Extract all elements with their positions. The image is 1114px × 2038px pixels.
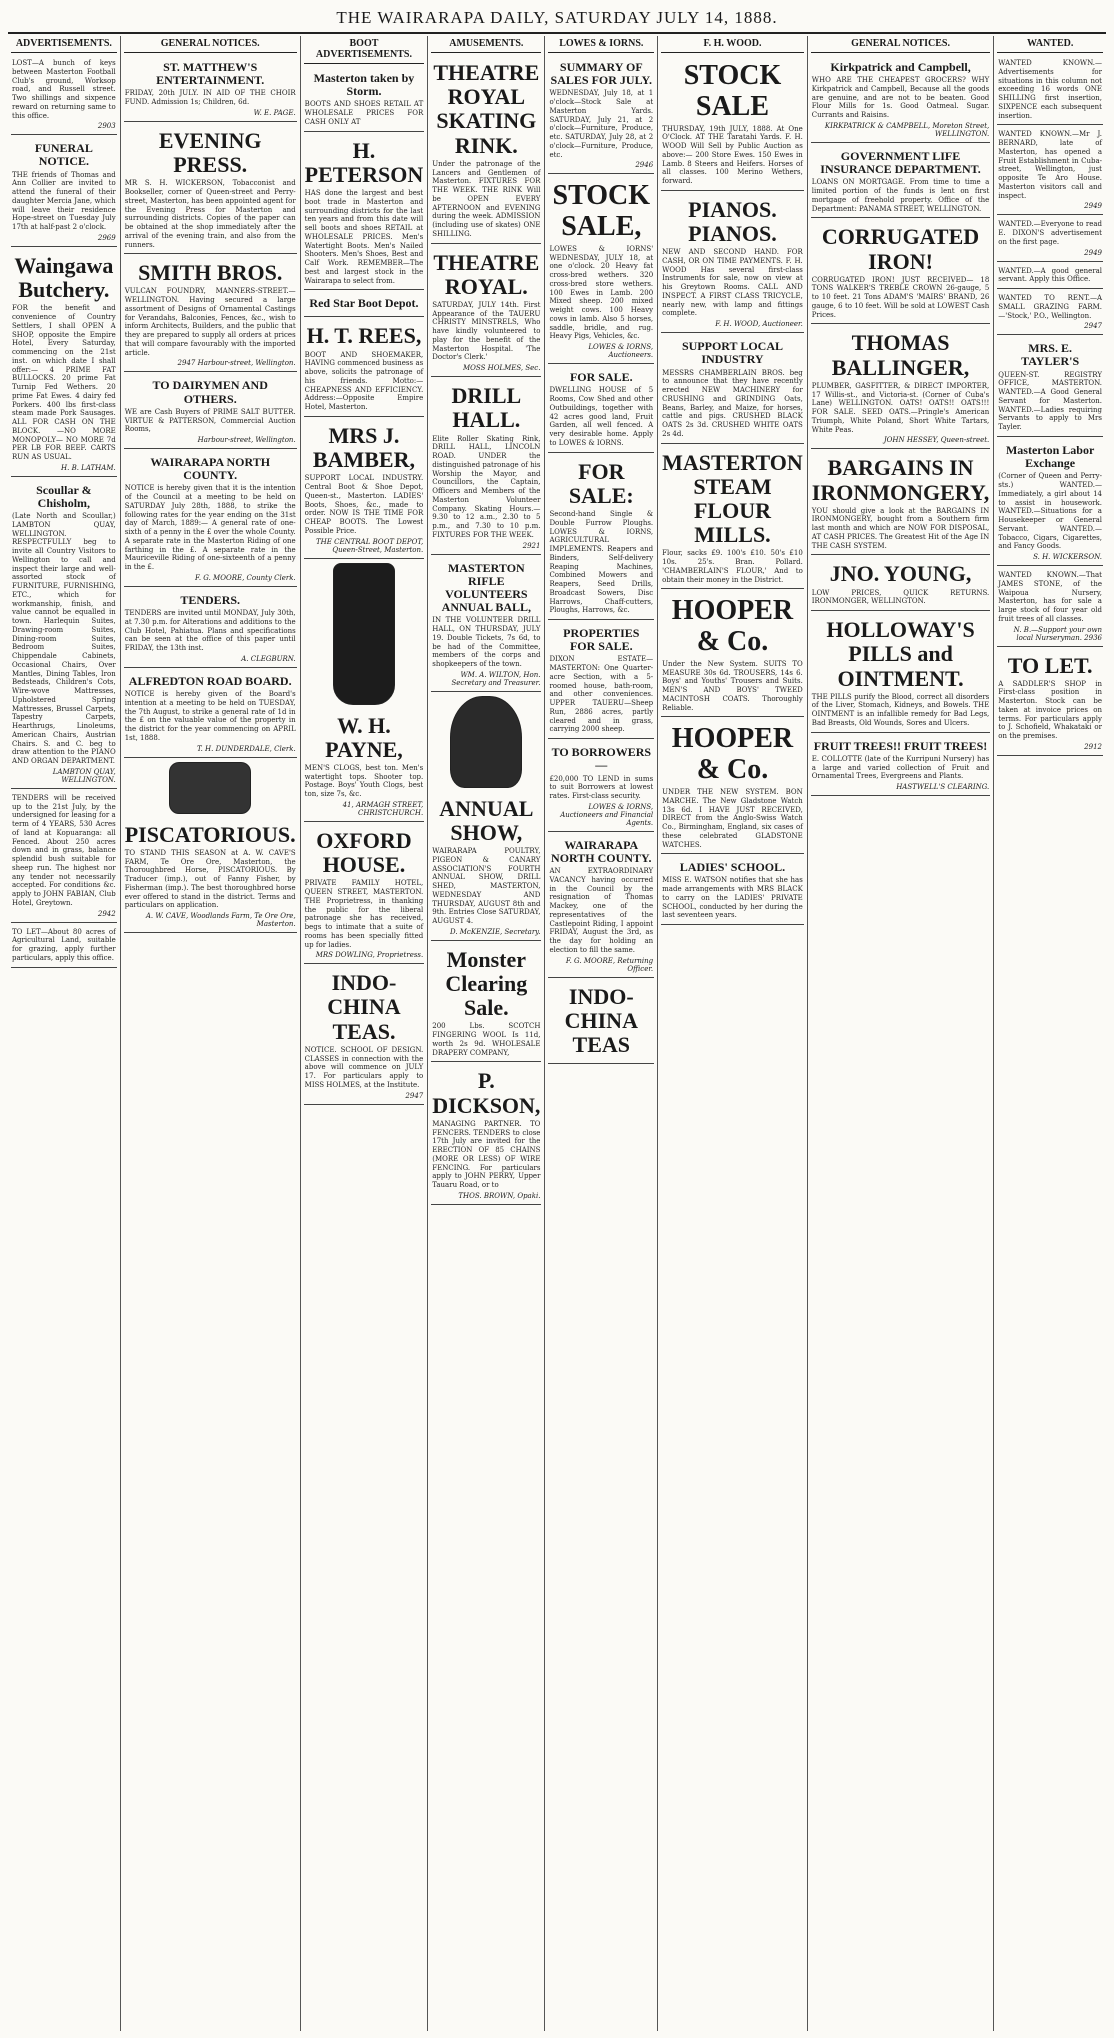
column-7 <box>808 36 994 2031</box>
ad-title: TO LET. <box>1007 652 1093 678</box>
column-8 <box>994 36 1106 2031</box>
advertisement <box>548 455 654 620</box>
advertisement <box>997 56 1103 125</box>
ad-body: MEN'S CLOGS, best ton. Men's watertight tops. Shooter top. Postage. Boys' Youth Clogs, best ton, size 7s, &c. <box>304 763 424 799</box>
ad-body: LOANS ON MORTGAGE. From time to time a limited portion of the funds is lent on first mortgage of freehold property. Office of the Department: PANAMA STREET, WELLINGTON. <box>811 178 990 213</box>
ad-body: IN THE VOLUNTEER DRILL HALL, ON THURSDAY, JULY 19. Double Tickets, 7s 6d, to be had of the Committee, members of the corps and shopkeepers of the town. <box>432 616 541 668</box>
advertisement <box>997 217 1103 261</box>
ad-signature: 2903 <box>97 122 116 131</box>
advertisement <box>997 264 1103 290</box>
ad-body: CORRUGATED IRON! JUST RECEIVED— 18 TONS WALKER'S TREBLE CROWN 26-gauge, 5 to 10 feet. 21 Tons ADAM'S 'MAIRS' BRAND, 26 gauge, 6 to 10 feet. Will be sold at LOWEST Cash Prices. <box>811 275 990 319</box>
advertisement <box>431 792 541 941</box>
advertisement <box>11 137 117 247</box>
ad-title: MRS. E. TAYLER'S <box>1021 341 1080 369</box>
ad-title: SUPPORT LOCAL INDUSTRY <box>681 339 783 367</box>
ad-body: MANAGING PARTNER. TO FENCERS. TENDERS to close 17th July are invited for the ERECTION OF 85 CHAINS (MORE OR LESS) OF WIRE FENCING. For particulars apply to JOHN PERRY, Upper Tauaru Road, or to <box>432 1119 541 1190</box>
ad-signature: 2942 <box>97 909 116 918</box>
ad-signature: A. W. CAVE, Woodlands Farm, Te Ore Ore, Masterton. <box>145 912 296 928</box>
column-heading: F. H. WOOD. <box>661 36 804 53</box>
ad-title: WAIRARAPA NORTH COUNTY. <box>551 837 652 865</box>
advertisement <box>304 292 425 317</box>
ad-body: SATURDAY, JULY 14th. First Appearance of the TAUERU CHRISTY MINSTRELS, Who have kindly volunteered to play for the benefit of the Masterton Hospital. 'The Doctor's Clerk.' <box>432 300 541 362</box>
ad-body: DWELLING HOUSE of 5 Rooms, Cow Shed and other Outbuildings, together with 42 acres good land, Fruit Garden, all well fenced. A very desirable home. Apply to LOWES & IORNS. <box>549 386 654 447</box>
ad-signature: S. H. WICKERSON. <box>1033 553 1102 561</box>
advertisement <box>661 856 804 925</box>
ad-signature: 2947 <box>405 1091 424 1100</box>
column-6 <box>658 36 808 2031</box>
ad-signature: THE CENTRAL BOOT DEPOT, Queen-Street, Masterton. <box>316 537 424 554</box>
ad-title: FOR SALE. <box>569 370 633 385</box>
ad-title: FOR SALE: <box>568 458 634 508</box>
ad-title: STOCK SALE <box>683 60 782 122</box>
ad-title: INDO-CHINA TEAS. <box>327 970 401 1044</box>
advertisement <box>548 980 654 1065</box>
advertisement <box>661 193 804 333</box>
newspaper-title: THE WAIRARAPA DAILY, SATURDAY JULY 14, 1888. <box>336 8 778 27</box>
ad-signature: 2969 <box>97 233 116 242</box>
ad-title: P. DICKSON, <box>432 1068 541 1118</box>
ad-body: 200 Lbs. SCOTCH FINGERING WOOL Is 11d, worth 2s 9d. WHOLESALE DRAPERY COMPANY, <box>432 1022 541 1057</box>
advertisement <box>661 446 804 590</box>
ad-body: TENDERS will be received up to the 21st July, by the undersigned for leasing for a term of 4 YEARS, 530 Acres of land at Kopuaranga: all Fenced. About 250 acres down and in grass, balance splendid bush suitable for sheep run. The highest nor any tender not necessarily accepted. For conditions &c. apply to JOHN FABIAN, Club Hotel, Greytown. <box>12 793 116 907</box>
column-heading: GENERAL NOTICES. <box>124 36 297 53</box>
ad-body: TO LET—About 80 acres of Agricultural Land, suitable for grazing, apply further particulars, apply this office. <box>12 927 116 962</box>
ad-title: H. PETERSON <box>304 137 424 187</box>
advertisement <box>997 649 1103 756</box>
advertisement <box>124 374 297 449</box>
advertisement <box>304 67 425 132</box>
column-heading: BOOT ADVERTISEMENTS. <box>304 36 425 64</box>
column-heading: ADVERTISEMENTS. <box>11 36 117 53</box>
advertisement <box>304 709 425 822</box>
ad-title: WAIRARAPA NORTH COUNTY. <box>150 455 271 483</box>
ad-signature: JOHN HESSEY, Queen-street. <box>883 436 990 445</box>
ad-body: NEW AND SECOND HAND. FOR CASH, OR ON TIME PAYMENTS. F. H. WOOD Has several first-class Instruments for sale, now on view at his Greytown Rooms. CALL AND INSPECT. A FIRST CLASS TRICYCLE, nearly new, with lamp and fittings complete. <box>662 248 803 318</box>
ad-signature: F. H. WOOD, Auctioneer. <box>715 320 803 329</box>
columns-container <box>8 36 1106 2031</box>
ad-body: WAIRARAPA POULTRY, PIGEON & CANARY ASSOCIATION'S FOURTH ANNUAL SHOW, DRILL SHED, MASTERTON, WEDNESDAY AND THURSDAY, AUGUST 8th and 9th. Entries Close SATURDAY, AUGUST 4. <box>432 847 541 926</box>
advertisement <box>11 479 117 789</box>
advertisement <box>997 337 1103 437</box>
ad-body: LOST—A bunch of keys between Masterton Football Club's ground, Worksop road, and Russell street. Two shillings and sixpence reward on returning same to this office. <box>12 59 116 120</box>
advertisement <box>997 568 1103 647</box>
ad-signature: 2947 <box>1084 322 1102 331</box>
ad-title: PISCATORIOUS. <box>124 821 296 847</box>
ad-body: WHO ARE THE CHEAPEST GROCERS? WHY Kirkpatrick and Campbell, Because all the goods are genuine, and are not to be beaten. Good Flour Mills for 1s. Good Oatmeal. Sugar. Currants and Raisins. <box>811 76 990 120</box>
ad-title: TENDERS. <box>180 592 241 607</box>
ad-title: TO DAIRYMEN AND OTHERS. <box>152 378 268 406</box>
ad-body: PLUMBER, GASFITTER, & DIRECT IMPORTER, 17 Willis-st., and Victoria-st. (Corner of Cuba's Lane) WELLINGTON. OATS! OATS!! OATS!!! FOR SALE. SEED OATS.—Pringle's American Triumph, White Poland, Short White Tartars, White Peas. <box>811 381 990 434</box>
ad-body: (Corner of Queen and Perry-sts.) WANTED.—Immediately, a girl about 14 to assist in housework. WANTED.—Situations for a Housekeeper or General Servant. WANTED.—Tobacco, Cigars, Cigarettes, and Fancy Goods. <box>998 472 1102 551</box>
ad-signature: THOS. BROWN, Opaki. <box>458 1191 541 1200</box>
ad-body: NOTICE. SCHOOL OF DESIGN. CLASSES in connection with the above will commence on JULY 17. For particulars apply to MISS HOLMES, at the Institute. <box>304 1045 424 1089</box>
ad-signature: LAMBTON QUAY, WELLINGTON. <box>52 767 116 784</box>
advertisement <box>548 622 654 739</box>
ad-title: ST. MATTHEW'S ENTERTAINMENT. <box>156 60 265 88</box>
column-heading: AMUSEMENTS. <box>431 36 541 53</box>
ad-signature: T. H. DUNDERDALE, Clerk. <box>196 744 296 753</box>
advertisement <box>548 366 654 452</box>
ad-signature: KIRKPATRICK & CAMPBELL, Moreton Street, WELLINGTON. <box>824 121 990 138</box>
advertisement <box>304 966 425 1104</box>
ad-signature: Harbour-street, Wellington. <box>197 436 296 445</box>
ad-body: QUEEN-ST. REGISTRY OFFICE, MASTERTON. WANTED.—A Good General Servant for Masterton. WANTED.—Ladies requiring Servants to apply to Mrs Tayler. <box>998 370 1102 432</box>
ad-title: Masterton Labor Exchange <box>1005 442 1095 471</box>
ad-title: Masterton taken by Storm. <box>313 71 415 99</box>
ad-body: NOTICE is hereby given of the Board's intention at a meeting to be held on TUESDAY, the 7th August, to strike a general rate of 1d in the £ on the valuable value of the property in the district for the year commencing on APRIL 1st, 1888. <box>124 690 296 742</box>
ad-body: WANTED KNOWN.—That JAMES STONE, of the Waipoua Nursery, Masterton, has for sale a large stock of four year old fruit trees of all classes. <box>998 571 1102 623</box>
column-heading: WANTED. <box>997 36 1103 53</box>
advertisement <box>997 291 1103 335</box>
advertisement <box>811 451 990 555</box>
ad-body: AN EXTRAORDINARY VACANCY having occurred in the Council by the resignation of Thomas Mackey, one of the representatives of the Castlepoint Riding, I appoint FRIDAY, August the 3rd, as the day for holding an election to fill the same. <box>549 867 654 954</box>
advertisement <box>431 943 541 1063</box>
advertisement <box>11 925 117 968</box>
ad-title: CORRUGATED IRON! <box>821 224 980 274</box>
ad-body: THE PILLS purify the Blood, correct all disorders of the Liver, Stomach, Kidneys, and Bowels. THE OINTMENT is an infallible remedy for Bad Legs, Bad Breasts, Old Wounds, Sores and Ulcers. <box>811 692 990 727</box>
rooster-illustration <box>450 696 522 788</box>
ad-title: EVENING PRESS. <box>158 127 262 178</box>
ad-body: TENDERS are invited until MONDAY, July 30th, at 7.30 p.m. for Alterations and additions to the Club Hotel, Pahiatua. Plans and specifications can be seen at the office of this paper until FRIDAY, the 13th inst. <box>124 609 296 653</box>
advertisement <box>811 613 990 733</box>
advertisement <box>124 451 297 587</box>
ad-title: ALFREDTON ROAD BOARD. <box>128 673 292 688</box>
ad-body: A SADDLER'S SHOP in First-class position in Masterton. Stock can be taken at invoice prices on terms. For particulars apply to J. Schofield, Whakataki or on the premises. <box>998 679 1102 741</box>
advertisement <box>661 719 804 854</box>
ad-title: BARGAINS IN IRONMONGERY, <box>811 455 990 505</box>
advertisement <box>811 326 990 449</box>
ad-body: VULCAN FOUNDRY, MANNERS-STREET.—WELLINGTON. Having secured a large assortment of Designs of Ornamental Castings for Verandahs, Balconies, Fences, &c., wish to inform Architects, Builders, and the public that they are prepared to supply all orders at prices that will compare favourably with the imported article. <box>124 287 296 357</box>
advertisement <box>124 670 297 758</box>
column-5 <box>545 36 658 2031</box>
advertisement <box>661 335 804 443</box>
advertisement <box>124 56 297 122</box>
ad-title: THOMAS BALLINGER, <box>831 330 970 380</box>
ad-body: WE are Cash Buyers of PRIME SALT BUTTER. VIRTUE & PATTERSON, Commercial Auction Rooms, <box>124 407 296 434</box>
ad-title: LADIES' SCHOOL. <box>679 860 786 875</box>
advertisement <box>11 249 117 477</box>
ad-body: MESSRS CHAMBERLAIN BROS. beg to announce that they have recently erected NEW MACHINERY for CRUSHING and GRINDING Oats, Beans, Barley, and Maize, for horses, cattle and pigs. CRUSHED BLACK OATS 2s 3d. CRUSHED WHITE OATS 2s 4d. <box>662 368 803 438</box>
advertisement <box>11 56 117 135</box>
advertisement <box>548 56 654 174</box>
ad-title: MASTERTON STEAM FLOUR MILLS. <box>662 449 803 548</box>
ad-body: Under the New System. SUITS TO MEASURE 30s 6d. TROUSERS, 14s 6. Boys' and Youths' Trousers and Suits. MEN'S AND BOYS' TWEED MACINTOSH COATS. Thoroughly Reliable. <box>662 659 803 712</box>
boot-illustration <box>333 563 395 705</box>
advertisement <box>431 246 541 378</box>
advertisement <box>124 589 297 668</box>
advertisement <box>304 134 425 291</box>
advertisement <box>811 735 990 796</box>
ad-body: LOWES & IORNS' WEDNESDAY, JULY 18, at one o'clock. 20 Heavy fat cross-bred wethers. 320 cross-bred store wethers. 100 Ewes in Lamb. 200 Mixed sheep. 200 mixed weight cows. 100 Heavy cows in lamb. Also 5 horses, saddle, bridle, and rug. Heavy Pigs, Vehicles, &c. <box>549 244 654 341</box>
ad-body: NOTICE is hereby given that it is the intention of the Council at a meeting to be held on SATURDAY July 28th, 1888, to strike the following rates for the year ending on the 31st day of March, 1889:— A general rate of one-sixth of a penny in the £ over the whole County. A separate rate in the Masterton Riding of one farthing in the £. A separate rate in the Mauriceville Riding of one-sixteenth of a penny in the £. <box>124 484 296 572</box>
advertisement <box>304 419 425 559</box>
ad-signature: A. CLEGBURN. <box>241 654 296 663</box>
ad-body: WANTED KNOWN.—Advertisements for situations in this column not exceeding 16 words ONE SHILLING first insertion, SIXPENCE each subsequent insertion. <box>998 59 1102 120</box>
ad-title: DRILL HALL. <box>451 383 522 433</box>
ad-signature: D. McKENZIE, Secretary. <box>449 927 541 936</box>
ad-title: Scoullar & Chisholm, <box>36 482 92 510</box>
ad-signature: LOWES & IORNS, Auctioneers and Financial Agents. <box>560 802 654 827</box>
column-2 <box>121 36 301 2031</box>
ad-signature: 2946 <box>635 161 654 170</box>
ad-body: MISS E. WATSON notifies that she has made arrangements with MRS BLACK to carry on the LADIES' PRIVATE SCHOOL, conducted by her during the last seventeen years. <box>662 876 803 920</box>
ad-body: UNDER THE NEW SYSTEM. BON MARCHE. The New Gladstone Watch 13s 6d. I HAVE JUST RECEIVED, DIRECT from the Anglo-Swiss Watch Co., Birmingham, England, six cases of these celebrated GLADSTONE WATCHES. <box>662 788 803 849</box>
ad-signature: 2921 <box>522 541 541 550</box>
ad-title: SMITH BROS. <box>138 260 283 286</box>
ad-signature: F. G. MOORE, County Clerk. <box>195 573 296 582</box>
ad-body: WANTED TO RENT.—A SMALL GRAZING FARM.—'Stock,' P.O., Wellington. <box>998 294 1102 320</box>
ad-title: H. T. REES, <box>306 323 422 349</box>
ad-title: HOLLOWAY'S PILLS and OINTMENT. <box>826 617 975 691</box>
masthead <box>8 6 1106 34</box>
column-heading: GENERAL NOTICES. <box>811 36 990 53</box>
advertisement <box>431 557 541 692</box>
ad-body: E. COLLOTTE (late of the Kurripuni Nursery) has a large and varied collection of Fruit and Ornamental Trees, Evergreens and Plants. <box>811 754 990 781</box>
ad-title: HOOPER & Co. <box>671 595 794 658</box>
ad-body: Under the patronage of the Lancers and Gentlemen of Masterton. FIXTURES FOR THE WEEK. THE RINK Will be OPEN EVERY AFTERNOON and EVENING during the week. ADMISSION (including use of skates) ONE SHILLING. <box>432 159 541 238</box>
ad-signature: 2912 <box>1084 742 1102 751</box>
advertisement <box>548 834 654 978</box>
ad-title: PROPERTIES FOR SALE. <box>563 626 640 654</box>
ad-title: W. H. PAYNE, <box>325 712 403 762</box>
advertisement <box>661 56 804 191</box>
ad-title: Monster Clearing Sale. <box>445 946 528 1021</box>
ad-body: £20,000 TO LEND in sums to suit Borrowers at lowest rates. First-class security. <box>549 774 654 801</box>
ad-body: DIXON ESTATE—MASTERTON: One Quarter-acre Section, with a 5-roomed house, bath-room, and other conveniences. UPPER TAUERU—Sheep Run, 2886 acres, partly cleared and in grass, carrying 2000 sheep. <box>549 655 654 734</box>
ad-body: THE friends of Thomas and Ann Collier are invited to attend the funeral of their daughter Mercia Jane, which will leave their residence Hope-street on Tuesday July 17th at half-past 2 o'clock. <box>12 170 116 232</box>
ad-body: FOR the benefit and convenience of Country Settlers, I shall OPEN A SHOP, opposite the Empire Hotel, Every Saturday, commencing on the 21st inst. on which date I shall offer:— 4 PRIME FAT BULLOCKS. 20 prime Fat Turnip Fed Wethers. 20 prime Fat Ewes. 4 dairy fed Porkers. 400 lbs first-class steam made Pork Sausages. ALL FOR CASH ON THE BLOCK. —NO MORE MONOPOLY— NO MORE 7d PER LB FOR BEEF. CARTS RUN AS USUAL. <box>12 304 116 461</box>
ad-signature: H. B. LATHAM. <box>61 463 116 472</box>
advertisement <box>548 741 654 832</box>
ad-body: WANTED.—A good general servant. Apply this Office. <box>998 266 1102 284</box>
ad-body: FRIDAY, 20th JULY. IN AID OF THE CHOIR FUND. Admission 1s; Children, 6d. <box>124 89 296 107</box>
advertisement <box>431 56 541 244</box>
ad-signature: MRS DOWLING, Proprietress. <box>315 951 424 960</box>
ad-signature: N. B.—Support your own local Nurseryman. 2936 <box>1013 625 1102 642</box>
advertisement <box>431 379 541 554</box>
ad-body: WANTED.—Everyone to read E. DIXON'S advertisement on the first page. <box>998 220 1102 246</box>
ad-title: ANNUAL SHOW, <box>439 795 534 845</box>
ad-signature: 2947 Harbour-street, Wellington. <box>177 359 296 368</box>
ad-title: MASTERTON RIFLE VOLUNTEERS ANNUAL BALL, <box>441 560 532 615</box>
ad-title: GOVERNMENT LIFE INSURANCE DEPARTMENT. <box>820 148 981 177</box>
ad-body: HAS done the largest and best boot trade in Masterton and surrounding districts for the last ten years and from this date will sell boots and shoes RETAIL at WHOLESALE PRICES. Men's Watertight Boots. Men's Nailed Shooters. Men's Shoes, Best and Calf Work. REMEMBER—The best and largest stock in the Wairarapa to select from. <box>304 189 424 285</box>
advertisement <box>431 1064 541 1204</box>
ad-signature: 41, ARMAGH STREET, CHRISTCHURCH. <box>342 800 424 817</box>
column-heading: LOWES & IORNS. <box>548 36 654 53</box>
ad-title: MRS J. BAMBER, <box>312 422 415 473</box>
ad-signature: 2949 <box>1084 248 1102 257</box>
ad-title: SUMMARY OF SALES FOR JULY. <box>550 60 653 88</box>
ad-title: Red Star Boot Depot. <box>309 296 419 311</box>
ad-signature: W. E. PAGE. <box>253 108 296 117</box>
ad-body: BOOTS AND SHOES RETAIL AT WHOLESALE PRICES FOR CASH ONLY AT <box>304 100 424 126</box>
advertisement <box>661 591 804 717</box>
ad-body: WANTED KNOWN.—Mr J. BERNARD, late of Masterton, has opened a Fruit Establishment in Cuba-street, Wellington, just opposite Te Aro House. Masterton visitors call and inspect. <box>998 130 1102 200</box>
ad-title: FUNERAL NOTICE. <box>34 141 93 169</box>
advertisement <box>124 256 297 372</box>
advertisement <box>997 127 1103 215</box>
ad-title: FRUIT TREES!! FRUIT TREES! <box>813 738 988 753</box>
ad-body: BOOT AND SHOEMAKER, HAVING commenced business as above, solicits the patronage of his friends. Motto:—CHEAPNESS AND EFFICIENCY. Address:—Opposite Empire Hotel, Masterton. <box>304 350 424 412</box>
column-3 <box>301 36 429 2031</box>
ad-title: HOOPER & Co. <box>671 723 794 786</box>
ad-body: Second-hand Single & Double Furrow Ploughs. LOWES & IORNS, AGRICULTURAL IMPLEMENTS. Reapers and Binders, Self-delivery Reaping Machines, Combined Mowers and Reapers, Seed Drills, Broadcast Sowers, Disc Harrows, Chaff-cutters, Ploughs, Harrows, &c. <box>549 510 654 615</box>
ad-signature: MOSS HOLMES, Sec. <box>462 364 541 373</box>
advertisement <box>11 791 117 923</box>
advertisement <box>811 557 990 611</box>
ad-title: STOCK SALE, <box>552 180 651 243</box>
horse-illustration <box>169 762 251 814</box>
advertisement <box>811 220 990 324</box>
ad-body: THURSDAY, 19th JULY, 1888. At One O'Clock. AT THE Taratahi Yards. F. H. WOOD Will Sell by Public Auction as above:— 200 Store Ewes. 150 Ewes in Lamb. 8 Steers and Heifers. Horses of all classes. 100 Merino Wethers, forward. <box>662 124 803 186</box>
ad-title: THEATRE ROYAL. <box>433 249 540 299</box>
ad-signature: F. G. MOORE, Returning Officer. <box>565 956 654 973</box>
advertisement <box>811 145 990 218</box>
ad-title: THEATRE ROYAL SKATING RINK. <box>433 60 540 158</box>
advertisement <box>304 824 425 964</box>
ad-body: WEDNESDAY, July 18, at 1 o'clock—Stock Sale at Masterton Yards. SATURDAY, July 21, at 2 o'clock—Furniture, Produce, etc. SATURDAY, July 28, at 2 o'clock—Furniture, Produce, etc. <box>549 89 654 159</box>
ad-title: Waingawa Butchery. <box>14 252 114 303</box>
ad-body: Flour, sacks £9. 100's £10. 50's £10 10s. 25's. Bran. Pollard. 'CHAMBERLAIN'S FLOUR,' And to obtain their money in the District. <box>662 549 803 584</box>
ad-body: PRIVATE FAMILY HOTEL, QUEEN STREET, MASTERTON. THE Proprietress, in thanking the public for the liberal patronage she has received, begs to intimate that a suite of rooms has been specially fitted up for ladies. <box>304 879 424 949</box>
ad-title: INDO-CHINA TEAS <box>564 983 638 1058</box>
advertisement <box>997 439 1103 566</box>
ad-title: PIANOS. PIANOS. <box>688 196 777 247</box>
ad-body: LOW PRICES, QUICK RETURNS. IRONMONGER, WELLINGTON. <box>811 588 990 606</box>
ad-body: TO STAND THIS SEASON at A. W. CAVE'S FARM, Te Ore Ore, Masterton, the Thoroughbred Horse, PISCATORIOUS. By Traducer (imp.), out of Fanny Fisher, by Fisherman (imp.). The best thoroughbred horse ever offered to stand in the district. Terms and particulars on application. <box>124 848 296 910</box>
ad-signature: LOWES & IORNS, Auctioneers. <box>588 343 654 360</box>
ad-body: Elite Roller Skating Rink, DRILL HALL, LINCOLN ROAD. UNDER the distinguished patronage of his Worship the Mayor, and Councillors, the Captain, Officers and Members of the Masterton Volunteer Company. Skating Hours.—9.30 to 12 a.m., 2.30 to 5 p.m., and 7.30 to 10 p.m. FIXTURES FOR THE WEEK. <box>432 434 541 539</box>
ad-title: OXFORD HOUSE. <box>316 827 412 878</box>
advertisement <box>811 56 990 143</box>
ad-body: SUPPORT LOCAL INDUSTRY. Central Boot & Shoe Depot, Queen-st., Masterton. LADIES' Boots, Shoes, &c., made to order. NOW IS THE TIME FOR CHEAP BOOTS. The Lowest Possible Price. <box>304 474 424 535</box>
ad-title: JNO. YOUNG, <box>829 561 972 587</box>
column-1 <box>8 36 121 2031</box>
advertisement <box>124 124 297 254</box>
ad-body: YOU should give a look at the BARGAINS IN IRONMONGERY, bought from a Southern firm last month and which are NOW FOR DISPOSAL, AT CASH PRICES. The Greatest Hit of the Age IN THE CASH SYSTEM. <box>811 506 990 550</box>
ad-body: MR S. H. WICKERSON, Tobacconist and Bookseller, corner of Queen-street and Perry-street, Masterton, has been appointed agent for the Evening Press for Masterton and surrounding districts. Copies of the paper can be obtained at the shop immediately after the arrival of the evening train, and also from the runners. <box>124 179 296 249</box>
advertisement <box>124 818 297 933</box>
ad-signature: 2949 <box>1084 202 1102 211</box>
advertisement <box>548 176 654 364</box>
advertisement <box>304 319 425 416</box>
ad-title: TO BORROWERS— <box>551 745 652 773</box>
ad-title: Kirkpatrick and Campbell, <box>830 60 971 74</box>
ad-signature: HASTWELL'S CLEARING. <box>896 783 990 792</box>
ad-signature: WM. A. WILTON, Hon. Secretary and Treasurer. <box>451 670 541 687</box>
ad-body: (Late North and Scoullar,) LAMBTON QUAY, WELLINGTON. RESPECTFULLY beg to invite all Country Visitors to Wellington to call and inspect their large and well-assorted stock of FURNITURE, FURNISHING, ETC., which for workmanship, finish, and value cannot be equalled in town. Harlequin Suites, Drawing-room Suites, Dining-room Suites, Bedroom Suites, Chippendale Cabinets, Occasional Chairs, Over Mantles, Dining Tables, Iron Bedsteads, Children's Cots, Wire-wove Mattresses, Upholstered Spring Mattresses, Brussel Carpets, Tapestry Carpets, Hearthrugs, Linoleums, American Chairs, Austrian Chairs. S. and C. beg to draw attention to the PIANO AND ORGAN DEPARTMENT. <box>12 512 116 766</box>
column-4 <box>428 36 545 2031</box>
